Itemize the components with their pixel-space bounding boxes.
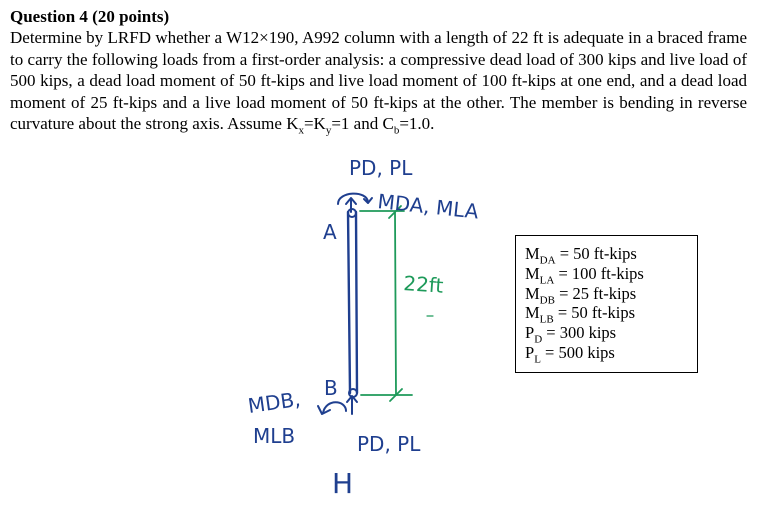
given-line xyxy=(525,263,697,287)
given-values-box xyxy=(515,235,698,373)
joint-b-label: B xyxy=(324,376,338,400)
bottom-load-arrow xyxy=(347,396,357,414)
given-subscript: DB xyxy=(539,293,555,306)
given-symbol: P xyxy=(525,323,535,343)
given-value: = 100 ft-kips xyxy=(554,263,644,283)
column-left-edge xyxy=(348,212,350,393)
given-subscript: D xyxy=(534,333,543,346)
given-value: = 500 kips xyxy=(540,342,615,362)
question-heading: Question 4 (20 points) xyxy=(10,7,170,26)
given-line xyxy=(525,323,697,346)
bottom-moment-label-2: MLB xyxy=(253,424,296,448)
c-b-subscript: b xyxy=(393,124,400,137)
given-value: = 25 ft-kips xyxy=(554,283,637,303)
column-right-edge xyxy=(356,212,357,393)
given-line xyxy=(525,244,697,267)
bottom-load-label: PD, PL xyxy=(357,432,421,456)
given-symbol: P xyxy=(525,342,535,362)
question-text-eq1: =K xyxy=(303,114,326,133)
given-line xyxy=(525,284,697,304)
bottom-moment-label-1: MDB, xyxy=(246,386,302,418)
given-subscript: L xyxy=(534,353,541,366)
section-symbol: H xyxy=(332,467,354,500)
question-text-eq2: =1 and C xyxy=(331,114,394,133)
top-load-label: PD, PL xyxy=(349,156,413,180)
dim-line xyxy=(395,212,396,395)
given-value: = 50 ft-kips xyxy=(553,303,635,323)
k-x-subscript: x xyxy=(298,124,304,137)
top-moment-label: MDA, MLA xyxy=(376,189,480,224)
joint-a-label: A xyxy=(323,220,337,244)
length-label: 22ft xyxy=(402,271,445,298)
bottom-moment-arrow xyxy=(318,402,346,414)
given-symbol: M xyxy=(525,244,540,263)
question-text-main: Determine by LRFD whether a W12×190, A992 column with a length of 22 ft is adequate in a braced frame to carry the following loads from a first-order analysis: a compressive dead load of 300 kips and live load of 500 kips, a dead load moment of 50 ft-kips and live load moment of 100 ft-kips at one end, and a dead load moment of 25 ft-kips and a live load moment of 50 ft-kips at the other. The member is bending in reverse curvature about the strong axis. Assume K xyxy=(10,28,747,133)
given-subscript: LA xyxy=(539,274,555,287)
given-line xyxy=(525,342,697,366)
given-symbol: M xyxy=(525,283,540,303)
given-value: = 300 kips xyxy=(542,323,617,343)
given-symbol: M xyxy=(525,263,540,283)
given-symbol: M xyxy=(525,303,540,323)
given-value: = 50 ft-kips xyxy=(555,244,637,263)
k-y-subscript: y xyxy=(325,124,332,137)
given-subscript: LB xyxy=(539,313,554,326)
question-text-eq3: =1.0. xyxy=(399,114,435,133)
given-subscript: DA xyxy=(539,254,556,267)
given-line xyxy=(525,303,697,326)
